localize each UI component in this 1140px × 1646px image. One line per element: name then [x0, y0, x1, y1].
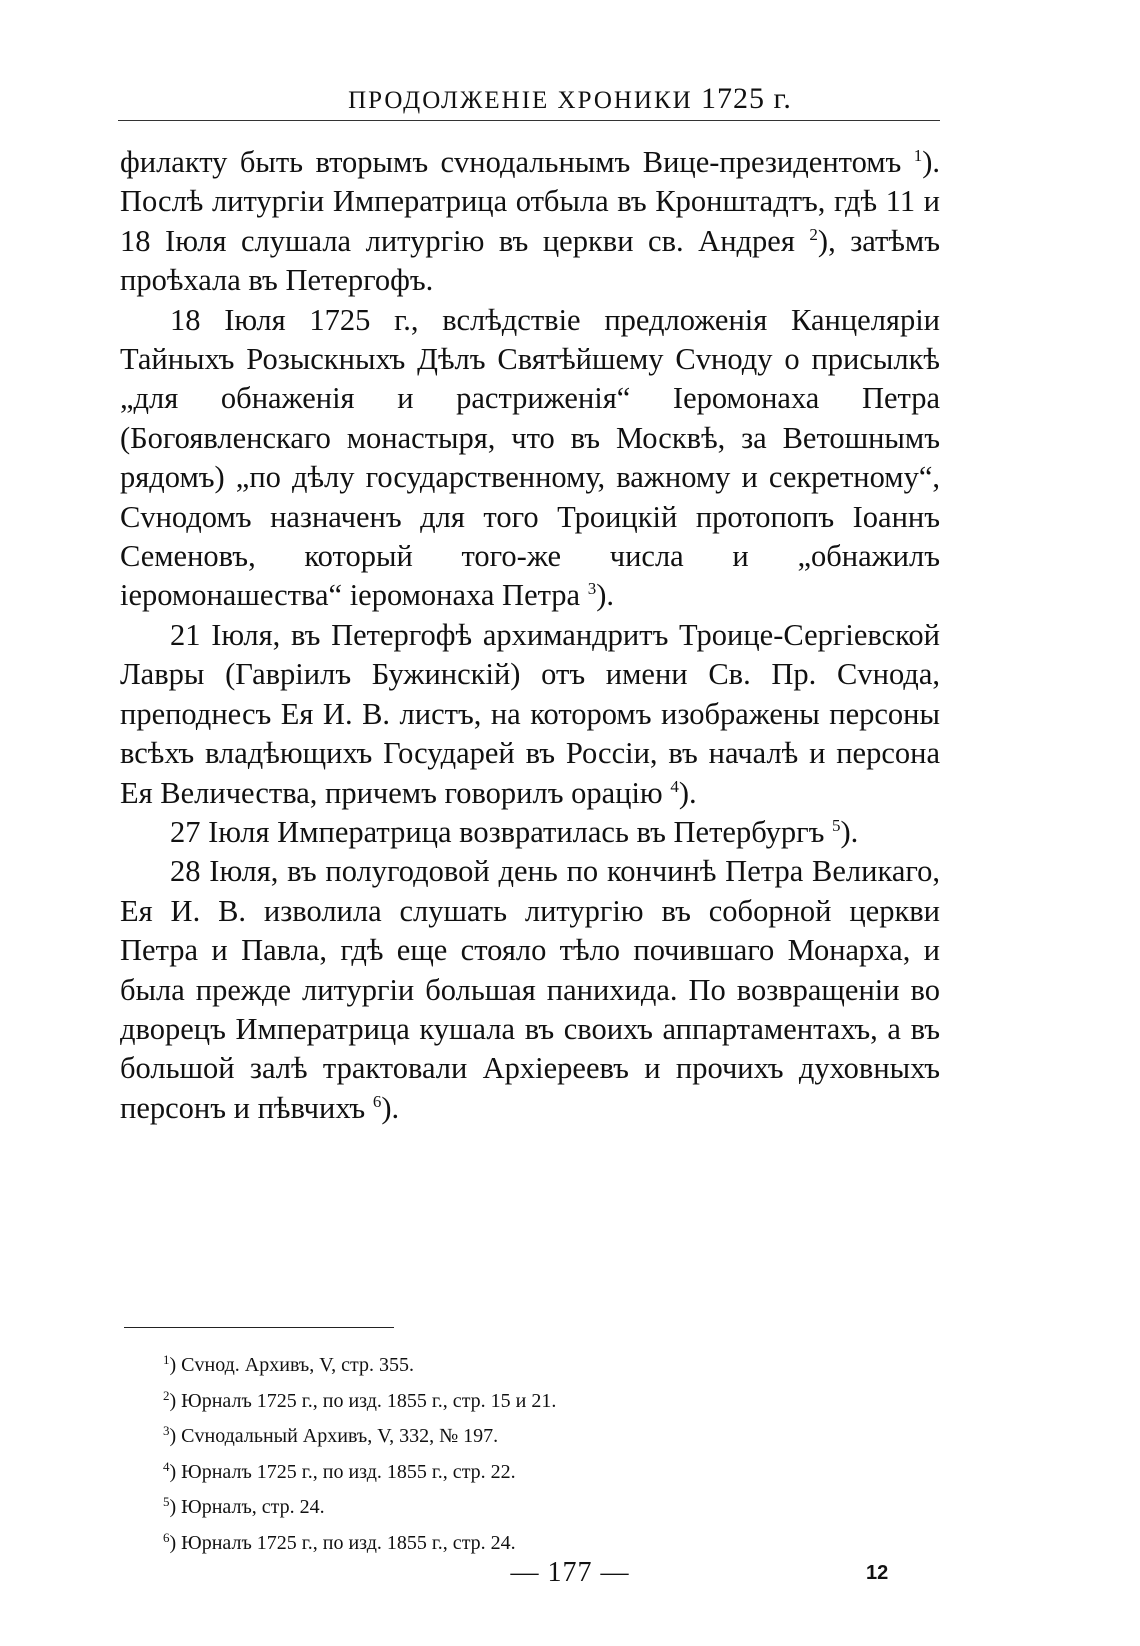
- footnote-ref: 3: [587, 579, 597, 599]
- footnote-mark: 6: [163, 1529, 170, 1545]
- footnote: [163, 1523, 863, 1559]
- paragraph: [120, 813, 940, 852]
- footnote-mark: 3: [163, 1423, 170, 1438]
- paragraph-text: ).: [678, 775, 697, 810]
- paragraph-text: ). Послѣ литургіи Императрица отбыла въ Кронштадтъ, гдѣ 11 и 18 Іюля слушала литургію въ церкви св. Андрея: [120, 145, 940, 258]
- footnote: [163, 1381, 863, 1417]
- paragraph: [120, 301, 940, 616]
- paragraph-text: 27 Іюля Императрица возвратилась въ Петербургъ: [170, 814, 832, 849]
- footnote-rule: [124, 1327, 394, 1328]
- running-head-year: 1725 г.: [700, 82, 792, 115]
- footnote-mark: 2: [163, 1387, 170, 1403]
- footnote: [163, 1416, 863, 1452]
- footnote-text: ) Юрналъ 1725 г., по изд. 1855 г., стр. 24.: [169, 1531, 516, 1554]
- footnote-ref: 5: [831, 815, 841, 835]
- paragraph-text: ).: [840, 814, 859, 849]
- footnote-mark: 1: [163, 1352, 170, 1367]
- main-text: [120, 143, 940, 1128]
- header-rule: [118, 120, 940, 121]
- paragraph-text: 18 Іюля 1725 г., вслѣдствіе предложенія Канцеляріи Тайныхъ Розыскныхъ Дѣлъ Святѣйшему Сvноду о присылкѣ „для обнаженія и растриженія“ Іеромонаха Петра (Богоявленскаго монастыря, что въ Москвѣ, за Ветошнымъ рядомъ) „по дѣлу государственному, важному и секретному“, Сvнодомъ назначенъ для того Троицкій протопопъ Іоаннъ Семеновъ, который того-же числа и „обнажилъ іеромонашества“ іеромонаха Петра: [120, 302, 940, 613]
- footnote: [163, 1452, 863, 1488]
- paragraph: [120, 852, 940, 1128]
- footnote-ref: 1: [913, 146, 923, 165]
- paragraph-text: ).: [381, 1090, 400, 1125]
- footnote-mark: 5: [163, 1494, 170, 1509]
- paragraph-text: филакту быть вторымъ сvнодальнымъ Вице-президентомъ: [120, 145, 914, 179]
- footnote: [163, 1345, 863, 1381]
- paragraph-text: ).: [596, 578, 615, 613]
- paragraph: [120, 143, 940, 301]
- running-head-title: ПРОДОЛЖЕНІЕ ХРОНИКИ: [348, 87, 693, 114]
- page-number: — 177 —: [510, 1557, 630, 1588]
- footnotes: [163, 1345, 863, 1558]
- running-head: [0, 82, 1140, 116]
- footnote: [163, 1487, 863, 1523]
- footnote-text: ) Сvнодальный Архивъ, V, 332, № 197.: [169, 1425, 499, 1447]
- paragraph-text: 21 Іюля, въ Петергофѣ архимандритъ Троице-Сергіевской Лавры (Гавріилъ Бужинскій) отъ имени Св. Пр. Сvнода, преподнесъ Ея И. В. листъ, на которомъ изображены персоны всѣхъ владѣющихъ Государей въ Россіи, въ началѣ и персона Ея Величества, причемъ говорилъ орацію: [120, 617, 940, 810]
- footnote-ref: 6: [372, 1091, 382, 1111]
- paragraph-text: 28 Іюля, въ полугодовой день по кончинѣ Петра Великаго, Ея И. В. изволила слушать литургію въ соборной церкви Петра и Павла, гдѣ еще стояло тѣло почившаго Монарха, и была прежде литургіи большая панихида. По возвращеніи во дворецъ Императрица кушала въ своихъ аппартаментахъ, а въ большой залѣ трактовали Архіереевъ и прочихъ духовныхъ персонъ и пѣвчихъ: [120, 854, 940, 1125]
- footnote-ref: 2: [809, 224, 818, 244]
- signature-mark: 12: [866, 1562, 889, 1584]
- footnote-text: ) Юрналъ 1725 г., по изд. 1855 г., стр. 22.: [169, 1460, 516, 1483]
- paragraph-text: ), затѣмъ проѣхала въ Петергофъ.: [120, 223, 940, 298]
- footnote-ref: 4: [670, 776, 679, 796]
- footnote-text: ) Сvнод. Архивъ, V, стр. 355.: [169, 1354, 414, 1376]
- footnote-text: ) Юрналъ 1725 г., по изд. 1855 г., стр. 15 и 21.: [169, 1389, 557, 1412]
- footnote-mark: 4: [163, 1458, 170, 1474]
- paragraph: [120, 616, 940, 813]
- footnote-text: ) Юрналъ, стр. 24.: [169, 1496, 325, 1518]
